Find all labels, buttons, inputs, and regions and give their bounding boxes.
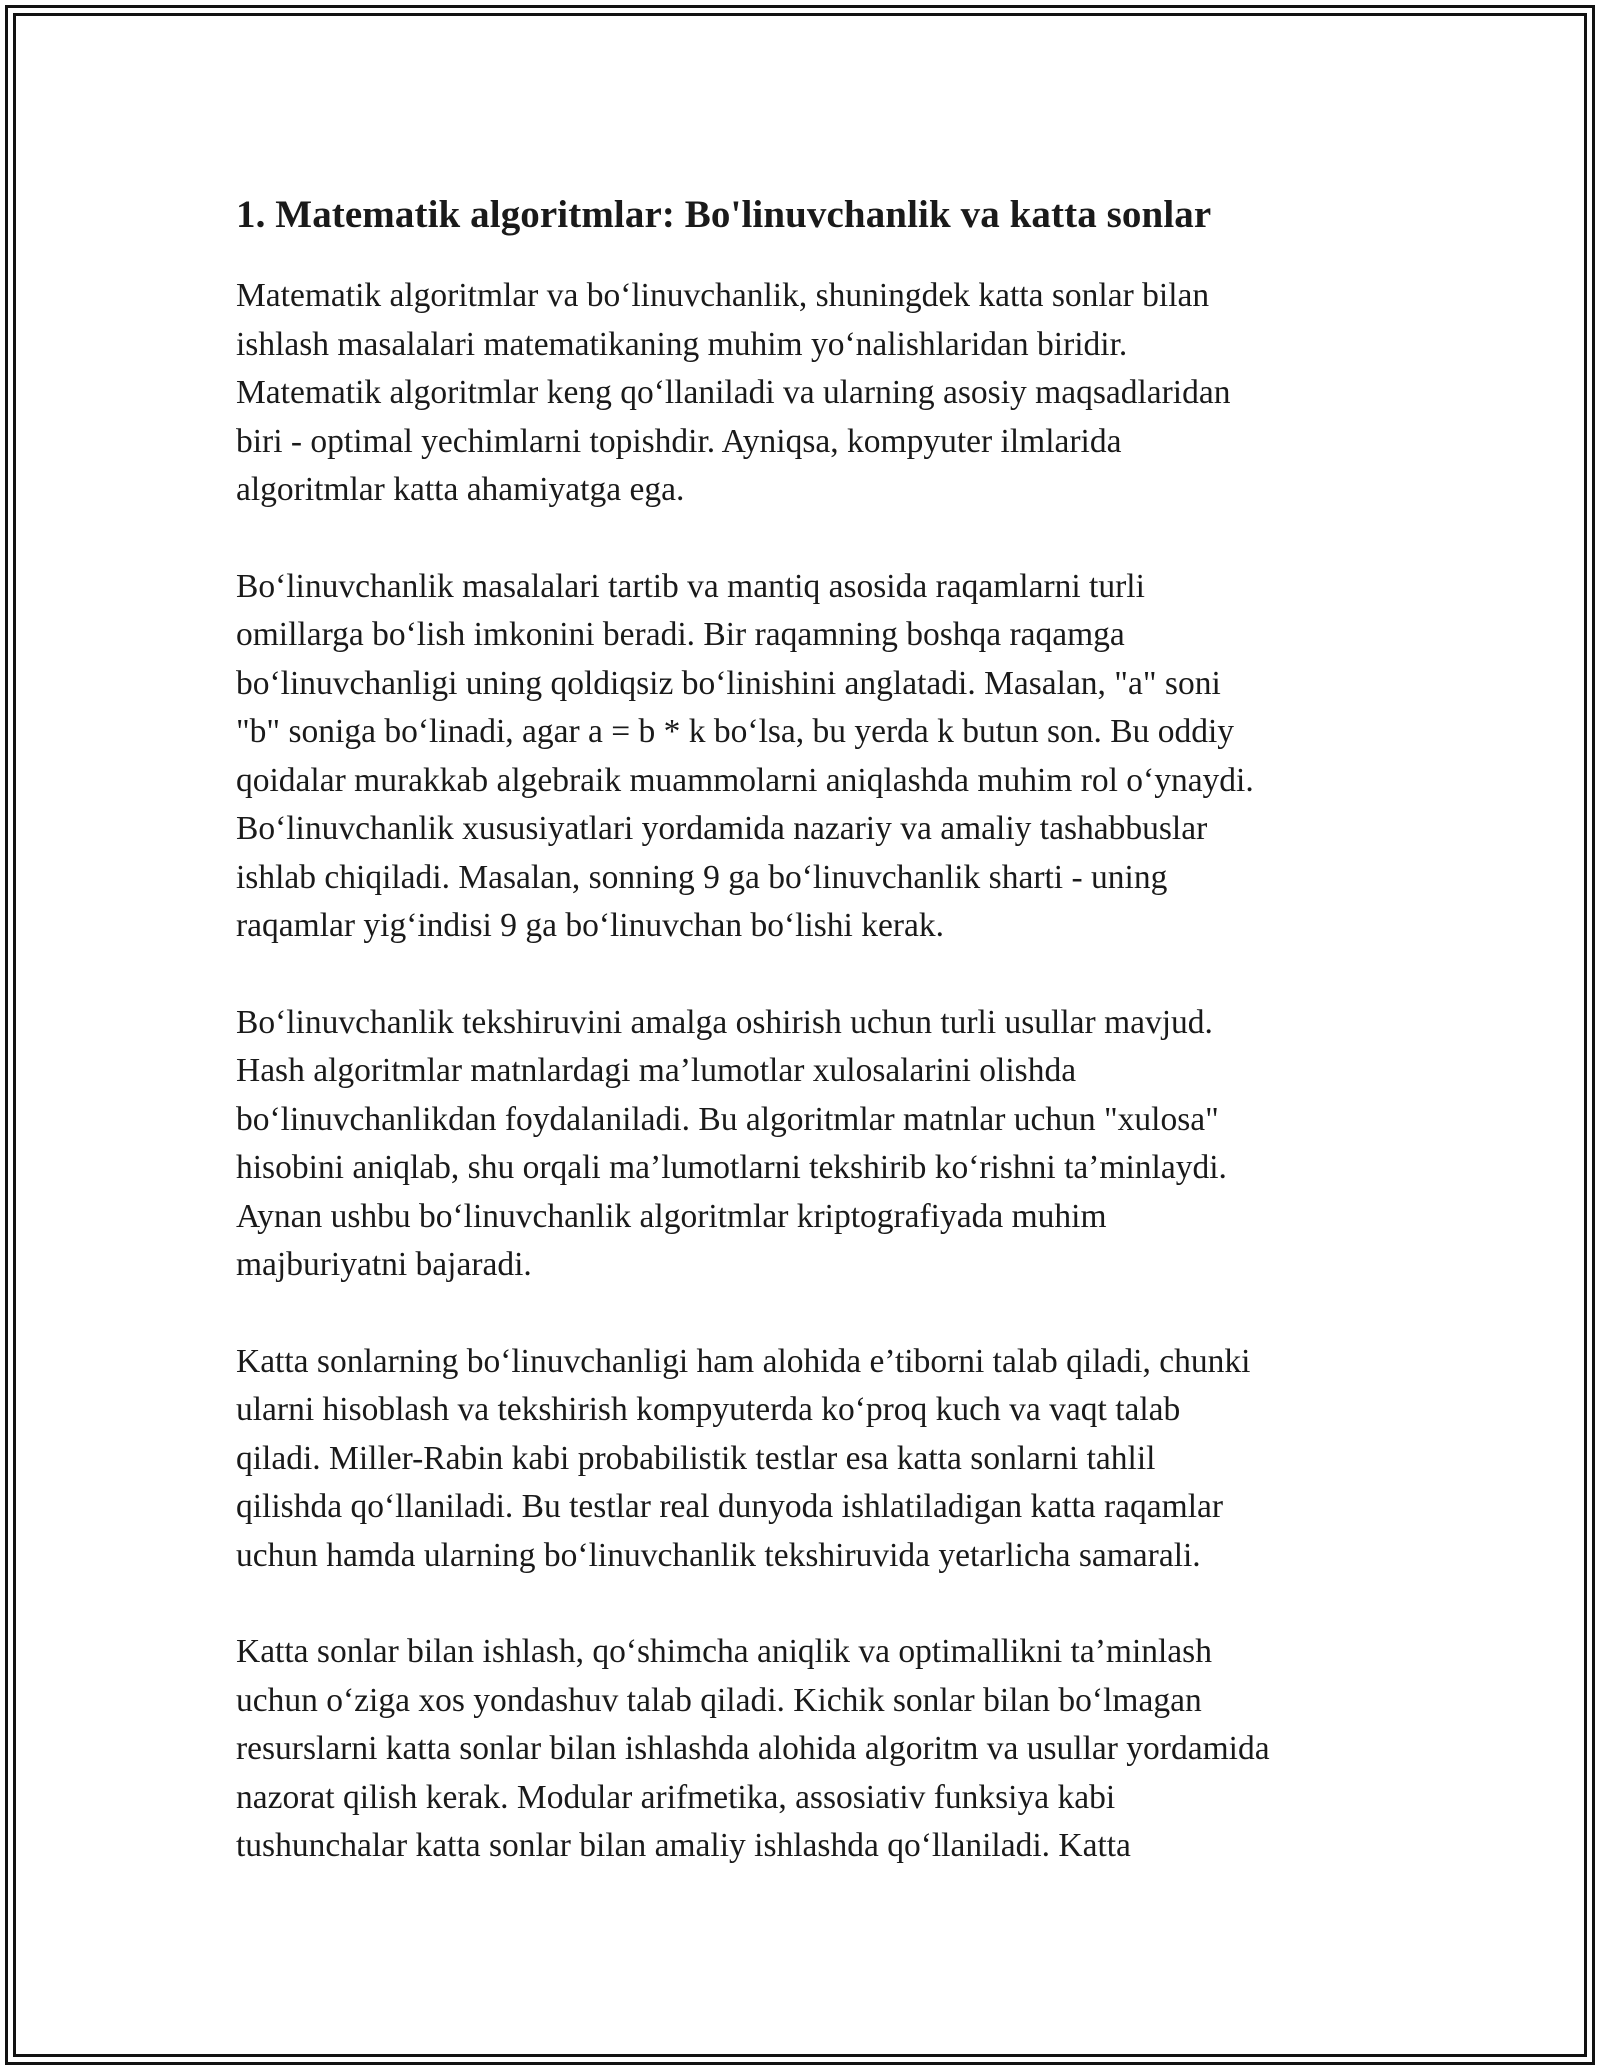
- text-line: uchun hamda ularning bo‘linuvchanlik tekshiruvida yetarlicha samarali.: [236, 1536, 1201, 1574]
- text-line: Bo‘linuvchanlik tekshiruvini amalga oshirish uchun turli usullar mavjud.: [236, 1003, 1213, 1041]
- text-line: uchun o‘ziga xos yondashuv talab qiladi. Kichik sonlar bilan bo‘lmagan: [236, 1681, 1202, 1719]
- text-line: Katta sonlar bilan ishlash, qo‘shimcha aniqlik va optimallikni ta’minlash: [236, 1633, 1212, 1670]
- section-heading: 1. Matematik algoritmlar: Bo'linuvchanlik va katta sonlar: [236, 193, 1212, 236]
- text-line: hisobini aniqlab, shu orqali ma’lumotlarni tekshirib ko‘rishni ta’minlaydi.: [236, 1149, 1227, 1186]
- document-body: [236, 272, 1386, 1871]
- text-line: algoritmlar katta ahamiyatga ega.: [236, 471, 685, 508]
- text-line: ishlash masalalari matematikaning muhim yo‘nalishlaridan biridir.: [236, 325, 1128, 363]
- paragraph: [236, 272, 1386, 515]
- text-line: bo‘linuvchanlikdan foydalaniladi. Bu algoritmlar matnlar uchun "xulosa": [236, 1100, 1219, 1138]
- text-line: Katta sonlarning bo‘linuvchanligi ham alohida e’tiborni talab qiladi, chunki: [236, 1342, 1251, 1380]
- text-line: Matematik algoritmlar va bo‘linuvchanlik, shuningdek katta sonlar bilan: [236, 277, 1210, 314]
- text-line: Matematik algoritmlar keng qo‘llaniladi va ularning asosiy maqsadlaridan: [236, 374, 1231, 411]
- text-line: Hash algoritmlar matnlardagi ma’lumotlar xulosalarini olishda: [236, 1052, 1077, 1089]
- text-line: omillarga bo‘lish imkonini beradi. Bir raqamning boshqa raqamga: [236, 616, 1125, 653]
- text-line: "b" soniga bo‘linadi, agar a = b * k bo‘lsa, bu yerda k butun son. Bu oddiy: [236, 713, 1235, 750]
- text-line: nazorat qilish kerak. Modular arifmetika, assosiativ funksiya kabi: [236, 1778, 1116, 1816]
- text-line: ularni hisoblash va tekshirish kompyuterda ko‘proq kuch va vaqt talab: [236, 1391, 1181, 1428]
- text-line: Aynan ushbu bo‘linuvchanlik algoritmlar kriptografiyada muhim: [236, 1197, 1107, 1235]
- text-line: Bo‘linuvchanlik xususiyatlari yordamida nazariy va amaliy tashabbuslar: [236, 810, 1208, 847]
- paragraph: [236, 999, 1386, 1290]
- paragraph: [236, 1628, 1386, 1871]
- text-line: qoidalar murakkab algebraik muammolarni aniqlashda muhim rol o‘ynaydi.: [236, 761, 1254, 799]
- document-page: [236, 190, 1386, 1919]
- paragraph: [236, 563, 1386, 951]
- text-line: resurslarni katta sonlar bilan ishlashda alohida algoritm va usullar yordamida: [236, 1730, 1270, 1767]
- text-line: bo‘linuvchanligi uning qoldiqsiz bo‘linishini anglatadi. Masalan, "a" soni: [236, 664, 1221, 702]
- text-line: tushunchalar katta sonlar bilan amaliy ishlashda qo‘llaniladi. Katta: [236, 1827, 1131, 1864]
- text-line: raqamlar yig‘indisi 9 ga bo‘linuvchan bo‘lishi kerak.: [236, 907, 944, 944]
- paragraph: [236, 1338, 1386, 1581]
- text-line: ishlab chiqiladi. Masalan, sonning 9 ga bo‘linuvchanlik sharti - uning: [236, 858, 1168, 896]
- text-line: qilishda qo‘llaniladi. Bu testlar real dunyoda ishlatiladigan katta raqamlar: [236, 1488, 1224, 1525]
- text-line: Bo‘linuvchanlik masalalari tartib va mantiq asosida raqamlarni turli: [236, 567, 1145, 605]
- text-line: qiladi. Miller-Rabin kabi probabilistik testlar esa katta sonlarni tahlil: [236, 1439, 1156, 1477]
- text-line: majburiyatni bajaradi.: [236, 1246, 532, 1283]
- text-line: biri - optimal yechimlarni topishdir. Ayniqsa, kompyuter ilmlarida: [236, 422, 1122, 460]
